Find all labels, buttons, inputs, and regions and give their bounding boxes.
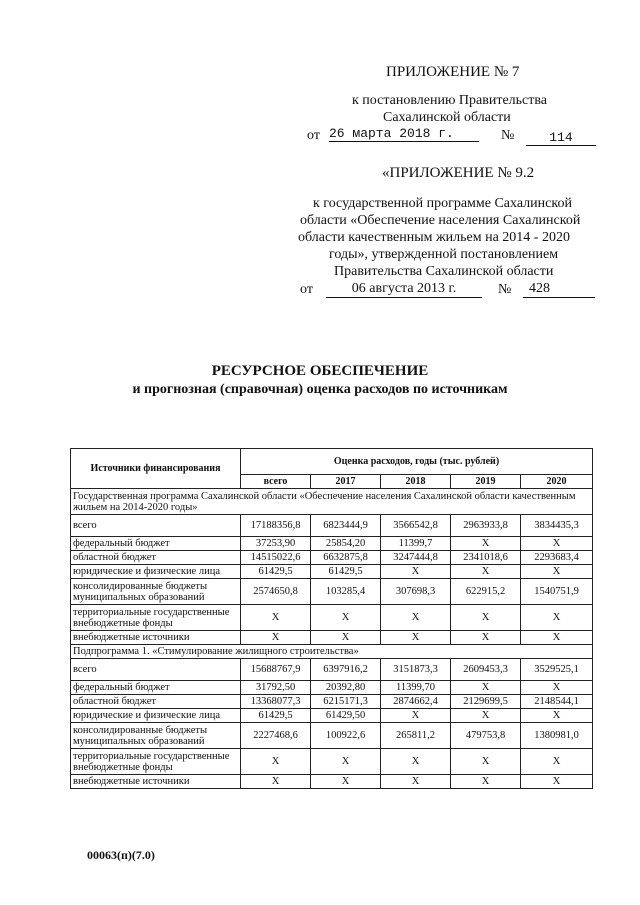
- page-subtitle: и прогнозная (справочная) оценка расходов по источникам: [132, 382, 508, 397]
- row-name: федеральный бюджет: [71, 681, 241, 695]
- appendix2-from-label: от: [300, 282, 313, 297]
- cell-value: X: [521, 681, 593, 695]
- row-name: областной бюджет: [71, 695, 241, 709]
- cell-value: 25854,20: [311, 537, 381, 551]
- cell-value: 6215171,3: [311, 695, 381, 709]
- cell-value: X: [451, 631, 521, 645]
- cell-value: X: [451, 681, 521, 695]
- cell-value: 31792,50: [241, 681, 311, 695]
- header-year: всего: [241, 475, 311, 489]
- cell-value: 3151873,3: [381, 659, 451, 681]
- cell-value: 13368077,3: [241, 695, 311, 709]
- section-title: Подпрограмма 1. «Стимулирование жилищного строительства»: [71, 645, 593, 659]
- cell-value: X: [381, 709, 451, 723]
- appendix-line-2: Сахалинской области: [383, 110, 511, 125]
- cell-value: 61429,5: [241, 565, 311, 579]
- cell-value: 622915,2: [451, 579, 521, 605]
- cell-value: 20392,80: [311, 681, 381, 695]
- cell-value: 2963933,8: [451, 515, 521, 537]
- row-name: консолидированные бюджеты муниципальных образований: [71, 723, 241, 749]
- cell-value: X: [451, 537, 521, 551]
- cell-value: 2227468,6: [241, 723, 311, 749]
- cell-value: X: [381, 775, 451, 789]
- appendix-title: ПРИЛОЖЕНИЕ № 7: [386, 64, 520, 80]
- appendix2-number-label: №: [498, 282, 512, 297]
- cell-value: X: [241, 775, 311, 789]
- cell-value: 14515022,6: [241, 551, 311, 565]
- page-title: РЕСУРСНОЕ ОБЕСПЕЧЕНИЕ: [211, 363, 429, 379]
- cell-value: X: [451, 749, 521, 775]
- cell-value: 15688767,9: [241, 659, 311, 681]
- cell-value: 2341018,6: [451, 551, 521, 565]
- cell-value: X: [451, 565, 521, 579]
- cell-value: 6823444,9: [311, 515, 381, 537]
- cell-value: X: [521, 605, 593, 631]
- cell-value: 103285,4: [311, 579, 381, 605]
- cell-value: 3529525,1: [521, 659, 593, 681]
- cell-value: 2874662,4: [381, 695, 451, 709]
- header-year: 2017: [311, 475, 381, 489]
- row-name: федеральный бюджет: [71, 537, 241, 551]
- row-name: внебюджетные источники: [71, 775, 241, 789]
- resources-table: [70, 448, 593, 789]
- cell-value: X: [381, 631, 451, 645]
- cell-value: X: [311, 775, 381, 789]
- row-name: территориальные государственные внебюджетные фонды: [71, 749, 241, 775]
- appendix2-line-4: годы», утвержденной постановлением: [329, 247, 559, 262]
- appendix-line-1: к постановлению Правительства: [352, 93, 548, 108]
- appendix-date: 26 марта 2018 г.: [329, 126, 479, 142]
- cell-value: X: [311, 749, 381, 775]
- appendix2-line-5: Правительства Сахалинской области: [334, 264, 554, 279]
- cell-value: 479753,8: [451, 723, 521, 749]
- cell-value: 61429,5: [311, 565, 381, 579]
- appendix2-date: 06 августа 2013 г.: [326, 280, 482, 298]
- cell-value: X: [521, 775, 593, 789]
- appendix2-line-2: области «Обеспечение населения Сахалинской: [300, 213, 581, 228]
- cell-value: 2129699,5: [451, 695, 521, 709]
- appendix-number: 114: [526, 130, 596, 146]
- cell-value: 1540751,9: [521, 579, 593, 605]
- cell-value: 2148544,1: [521, 695, 593, 709]
- cell-value: 1380981,0: [521, 723, 593, 749]
- cell-value: 61429,5: [241, 709, 311, 723]
- appendix2-number: 428: [523, 280, 595, 298]
- appendix2-line-1: к государственной программе Сахалинской: [313, 196, 572, 211]
- cell-value: 11399,7: [381, 537, 451, 551]
- row-name: консолидированные бюджеты муниципальных образований: [71, 579, 241, 605]
- cell-value: X: [521, 565, 593, 579]
- section-title: Государственная программа Сахалинской области «Обеспечение населения Сахалинской области качественным жильем на 2014-2020 годы»: [71, 489, 593, 515]
- appendix-number-label: №: [501, 128, 515, 143]
- cell-value: X: [381, 749, 451, 775]
- cell-value: X: [241, 631, 311, 645]
- row-name: юридические и физические лица: [71, 565, 241, 579]
- cell-value: 61429,50: [311, 709, 381, 723]
- cell-value: X: [521, 709, 593, 723]
- appendix-from-label: от: [307, 128, 320, 143]
- cell-value: 2574650,8: [241, 579, 311, 605]
- document-code: 00063(п)(7.0): [87, 848, 155, 862]
- cell-value: X: [451, 605, 521, 631]
- cell-value: 17188356,8: [241, 515, 311, 537]
- cell-value: X: [241, 749, 311, 775]
- cell-value: 265811,2: [381, 723, 451, 749]
- cell-value: X: [311, 605, 381, 631]
- header-year: 2019: [451, 475, 521, 489]
- cell-value: X: [311, 631, 381, 645]
- row-name: территориальные государственные внебюджетные фонды: [71, 605, 241, 631]
- cell-value: X: [521, 749, 593, 775]
- cell-value: 6397916,2: [311, 659, 381, 681]
- cell-value: 307698,3: [381, 579, 451, 605]
- row-name: областной бюджет: [71, 551, 241, 565]
- cell-value: 6632875,8: [311, 551, 381, 565]
- cell-value: X: [241, 605, 311, 631]
- cell-value: 37253,90: [241, 537, 311, 551]
- cell-value: X: [521, 537, 593, 551]
- header-estimate: Оценка расходов, годы (тыс. рублей): [241, 449, 593, 475]
- cell-value: 2293683,4: [521, 551, 593, 565]
- cell-value: X: [521, 631, 593, 645]
- cell-value: X: [451, 775, 521, 789]
- appendix2-line-3: области качественным жильем на 2014 - 2020: [298, 230, 570, 245]
- cell-value: 3834435,3: [521, 515, 593, 537]
- cell-value: 3247444,8: [381, 551, 451, 565]
- row-name: всего: [71, 515, 241, 537]
- appendix2-title: «ПРИЛОЖЕНИЕ № 9.2: [382, 165, 535, 181]
- cell-value: 11399,70: [381, 681, 451, 695]
- cell-value: X: [381, 605, 451, 631]
- row-name: всего: [71, 659, 241, 681]
- cell-value: 3566542,8: [381, 515, 451, 537]
- row-name: внебюджетные источники: [71, 631, 241, 645]
- header-year: 2018: [381, 475, 451, 489]
- cell-value: 100922,6: [311, 723, 381, 749]
- row-name: юридические и физические лица: [71, 709, 241, 723]
- header-year: 2020: [521, 475, 593, 489]
- cell-value: X: [381, 565, 451, 579]
- header-source: Источники финансирования: [71, 449, 241, 489]
- cell-value: 2609453,3: [451, 659, 521, 681]
- cell-value: X: [451, 709, 521, 723]
